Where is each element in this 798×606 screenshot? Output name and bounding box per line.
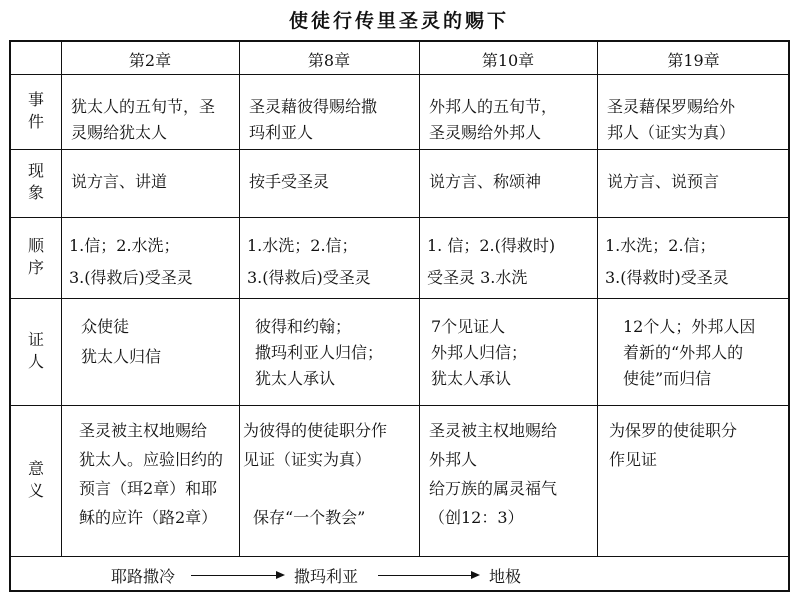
cell-event-ch10: 外邦人的五旬节， 圣灵赐给外邦人 [429, 97, 558, 142]
cell-order-ch8: 1.水洗；2.信； 3.(得救后)受圣灵 [247, 236, 371, 287]
flow-arrow-2 [378, 575, 478, 576]
rule-col-2 [419, 42, 420, 556]
cell-event-ch19: 圣灵藉保罗赐给外 邦人（证实为真） [607, 97, 736, 142]
header-chapter-2: 第2章 [128, 51, 172, 70]
cell-witness-ch8: 彼得和约翰； 撒玛利亚人归信； 犹太人承认 [255, 317, 384, 388]
rule-row-1 [11, 149, 788, 150]
flow-arrow-1 [191, 575, 283, 576]
cell-event-ch2: 犹太人的五旬节，圣 灵赐给犹太人 [71, 97, 216, 142]
rule-row-3 [11, 298, 788, 299]
cell-significance-ch8: 为彼得的使徒职分作 见证（证实为真） 保存“一个教会” [243, 421, 388, 527]
cell-order-ch19: 1.水洗；2.信； 3.(得救时)受圣灵 [605, 236, 729, 287]
cell-order-ch2: 1.信；2.水洗； 3.(得救后)受圣灵 [69, 236, 193, 287]
comparison-table [9, 40, 790, 592]
rule-col-label [61, 42, 62, 556]
rule-col-1 [239, 42, 240, 556]
cell-witness-ch10: 7个见证人 外邦人归信； 犹太人承认 [431, 317, 528, 388]
cell-event-ch8: 圣灵藉彼得赐给撒 玛利亚人 [249, 97, 378, 142]
rule-row-4 [11, 405, 788, 406]
cell-significance-ch10: 圣灵被主权地赐给 外邦人 给万族的属灵福气 （创12：3） [429, 421, 558, 527]
row-label-order: 顺 序 [27, 236, 44, 277]
header-chapter-8: 第8章 [307, 51, 351, 70]
flow-jerusalem: 耶路撒冷 [111, 567, 176, 586]
rule-row-2 [11, 217, 788, 218]
row-label-significance: 意 义 [27, 459, 44, 500]
header-chapter-10: 第10章 [481, 51, 535, 70]
cell-witness-ch19: 12个人；外邦人因 着新的“外邦人的 使徒”而归信 [623, 317, 756, 388]
row-label-event: 事 件 [27, 90, 44, 131]
document-title: 使徒行传里圣灵的赐下 [288, 10, 509, 32]
header-chapter-19: 第19章 [667, 51, 720, 70]
cell-phenomenon-ch19: 说方言、说预言 [607, 172, 720, 191]
cell-significance-ch19: 为保罗的使徒职分 作见证 [609, 421, 738, 469]
row-label-witness: 证 人 [27, 330, 44, 371]
spread-flow [11, 556, 788, 592]
cell-significance-ch2: 圣灵被主权地赐给 犹太人。应验旧约的 预言（珥2章）和耶 稣的应许（路2章） [79, 421, 224, 527]
cell-phenomenon-ch10: 说方言、称颂神 [429, 172, 542, 191]
cell-order-ch10: 1. 信；2.(得救时) 受圣灵 3.水洗 [427, 236, 556, 287]
cell-phenomenon-ch8: 按手受圣灵 [249, 172, 330, 191]
row-label-phenomenon: 现 象 [27, 161, 44, 202]
flow-ends-of-earth: 地极 [489, 567, 522, 586]
cell-witness-ch2: 众使徒 犹太人归信 [81, 317, 162, 366]
rule-col-3 [597, 42, 598, 556]
cell-phenomenon-ch2: 说方言、讲道 [71, 172, 168, 191]
flow-samaria: 撒玛利亚 [294, 567, 359, 586]
rule-header [11, 74, 788, 75]
